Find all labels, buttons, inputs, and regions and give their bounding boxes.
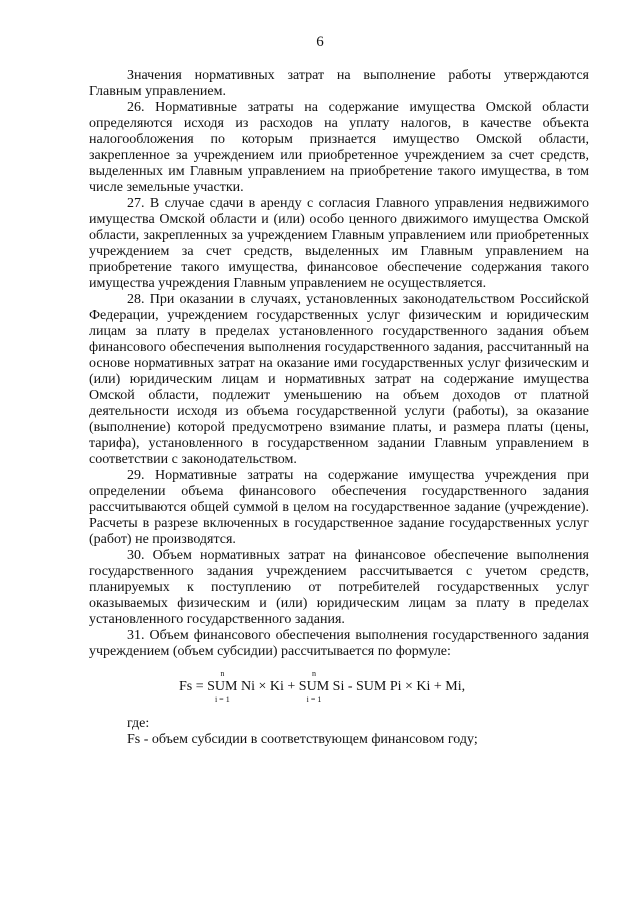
paragraph-31: 31. Объем финансового обеспечения выполнения государственного задания учреждением (объем субсидии) рассчитывается по формуле: [89, 628, 589, 659]
where-label: где: [127, 716, 150, 731]
sum-2-upper-limit: n [311, 669, 316, 678]
paragraph-26: 26. Нормативные затраты на содержание имущества Омской области определяются исходя из расходов на уплату налогов, в качестве объекта налогообложения по которым признается имущество Омской области, закрепленное за учреждением или приобретенное учреждением за счет средств, выделенных им Главным управлением на приобретение такого имущества, в том числе земельные участки. [89, 100, 589, 195]
sum-1-symbol: SUM [207, 679, 238, 694]
sum-2-lower-limit: i = 1 [306, 695, 322, 704]
sum-1-upper-limit: n [220, 669, 225, 678]
sum-operator-1 [207, 669, 238, 704]
page-number: 6 [316, 34, 324, 50]
paragraph-28: 28. При оказании в случаях, установленных законодательством Российской Федерации, учреждением государственных услуг физическим и юридическим лицам за плату в пределах установленного государственного задания объем финансового обеспечения выполнения государственного задания, рассчитанный на основе нормативных затрат на оказание ими государственных услуг физическим и (или) юридическим лицам и нормативных затрат на содержание имущества Омской области, подлежит уменьшению на объем доходов от платной деятельности исходя из объема государственной услуги (работы), за оказание (выполнение) которой предусмотрено взимание платы, и размера платы (цены, тарифа), установленного в государственном задании Главным управлением в соответствии с законодательством. [89, 292, 589, 467]
document-body [89, 68, 589, 748]
formula-term-1: Ni × Ki + [237, 679, 299, 694]
sum-1-lower-limit: i = 1 [214, 695, 230, 704]
formula-lhs: Fs = [179, 679, 208, 694]
definition-fs: Fs - объем субсидии в соответствующем финансовом году; [127, 732, 478, 747]
sum-2-symbol: SUM [298, 679, 330, 694]
paragraph-intro: Значения нормативных затрат на выполнение работы утверждаются Главным управлением. [89, 68, 589, 99]
paragraph-29: 29. Нормативные затраты на содержание имущества учреждения при определении объема финансового обеспечения государственного задания рассчитываются общей суммой в целом на государственное задание (учреждение). Расчеты в разрезе включенных в государственное задание государственных услуг (работ) не производятся. [89, 468, 589, 547]
paragraph-27: 27. В случае сдачи в аренду с согласия Главного управления недвижимого имущества Омской области и (или) особо ценного движимого имущества Омской области, закрепленных за учреждением Главным управлением или приобретенных учреждением за счет средств, выделенных им Главным управлением на приобретение такого имущества, финансовое обеспечение содержания такого имущества учреждения Главным управлением не осуществляется. [89, 196, 589, 291]
sum-operator-2 [298, 669, 330, 704]
formula-row [179, 669, 466, 704]
subsidy-formula [89, 669, 589, 712]
paragraph-30: 30. Объем нормативных затрат на финансовое обеспечение выполнения государственного задания учреждением рассчитывается с учетом средств, планируемых к поступлению от потребителей государственных услуг оказываемых физическим и (или) юридическим лицам за плату в пределах установленного государственного задания. [89, 548, 589, 627]
formula-term-2: Si - SUM Pi × Ki + Mi, [329, 679, 466, 694]
